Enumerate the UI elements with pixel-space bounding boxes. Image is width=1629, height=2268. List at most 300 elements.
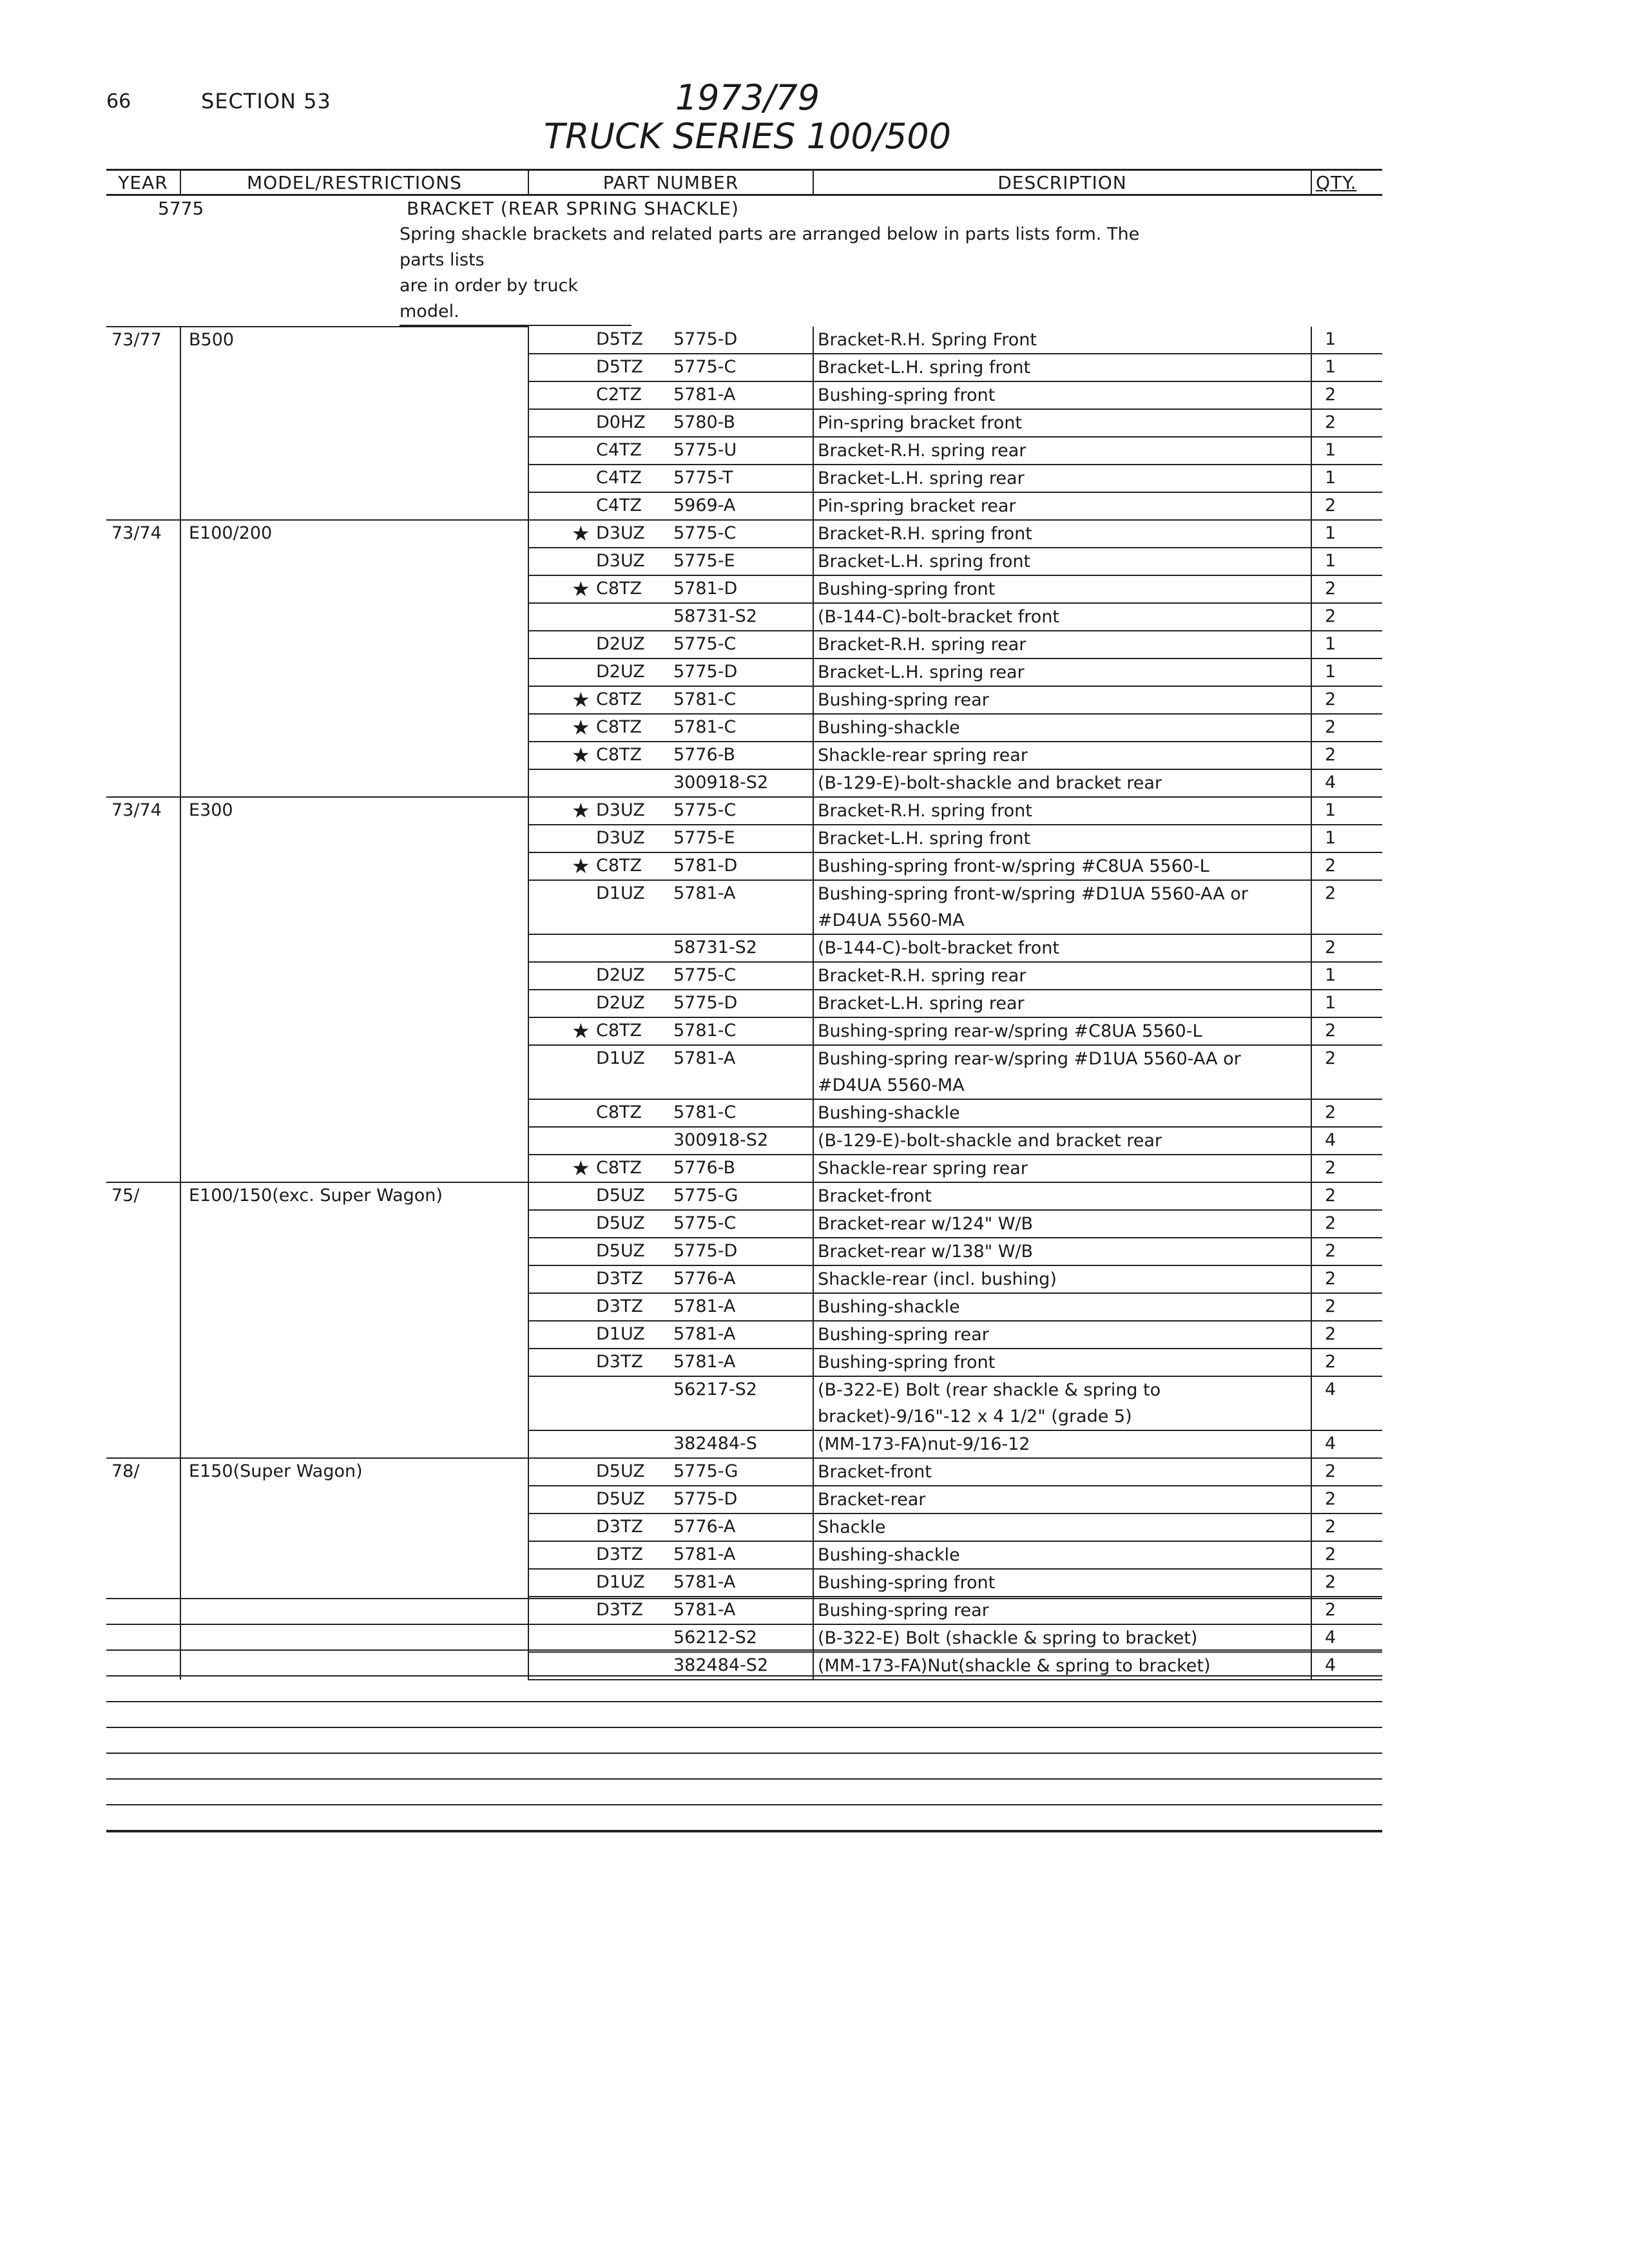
part-number-cell xyxy=(528,1430,813,1458)
table-row xyxy=(106,1514,1382,1541)
part-suffix: 5781-A xyxy=(673,1600,736,1620)
description-cell: (B-129-E)-bolt-shackle and bracket rear xyxy=(813,1127,1311,1155)
table-row xyxy=(106,381,1382,409)
part-suffix: 58731-S2 xyxy=(673,937,757,957)
part-suffix: 56212-S2 xyxy=(673,1628,757,1648)
table-row xyxy=(106,631,1382,658)
part-prefix: D0HZ xyxy=(596,412,646,432)
part-suffix: 5781-C xyxy=(673,1021,737,1041)
part-suffix: 5776-B xyxy=(673,745,736,765)
qty-cell: 1 xyxy=(1311,658,1382,686)
model-cell xyxy=(180,1376,528,1430)
qty-cell: 2 xyxy=(1311,1265,1382,1293)
part-suffix: 5775-C xyxy=(673,965,737,985)
part-number-cell xyxy=(528,825,813,852)
part-prefix: C8TZ xyxy=(596,1158,642,1178)
parts-table xyxy=(106,169,1382,1680)
model-cell xyxy=(180,437,528,465)
qty-cell: 2 xyxy=(1311,603,1382,631)
year-cell xyxy=(106,603,180,631)
qty-cell: 2 xyxy=(1311,1597,1382,1624)
part-number-cell xyxy=(528,1458,813,1486)
part-prefix: D3UZ xyxy=(596,551,645,571)
part-prefix: C4TZ xyxy=(596,468,642,488)
description-cell: Bushing-spring front-w/spring #C8UA 5560-L xyxy=(813,852,1311,880)
part-number-cell xyxy=(528,742,813,769)
model-cell xyxy=(180,1430,528,1458)
model-cell xyxy=(180,492,528,520)
description-cell: Bushing-spring rear-w/spring #C8UA 5560-L xyxy=(813,1017,1311,1045)
part-prefix: D3TZ xyxy=(596,1544,643,1564)
part-prefix: D1UZ xyxy=(596,883,645,903)
model-cell xyxy=(180,631,528,658)
qty-cell: 2 xyxy=(1311,934,1382,962)
part-suffix: 5775-C xyxy=(673,634,737,654)
qty-cell: 2 xyxy=(1311,686,1382,714)
part-suffix: 5781-C xyxy=(673,1102,737,1122)
table-row xyxy=(106,354,1382,381)
description-cell: (MM-173-FA)Nut(shackle & spring to bracket) xyxy=(813,1652,1311,1680)
part-suffix: 5781-D xyxy=(673,579,738,599)
ruled-line xyxy=(106,1675,1382,1677)
part-suffix: 5776-B xyxy=(673,1158,736,1178)
year-cell xyxy=(106,1210,180,1238)
model-cell: E150(Super Wagon) xyxy=(180,1458,528,1486)
model-cell: B500 xyxy=(180,327,528,354)
part-suffix: 5775-C xyxy=(673,357,737,377)
part-number-cell xyxy=(528,880,813,934)
qty-cell: 2 xyxy=(1311,575,1382,603)
model-cell xyxy=(180,381,528,409)
part-prefix: C8TZ xyxy=(596,717,642,737)
description-cell: Bushing-spring front xyxy=(813,1349,1311,1376)
qty-cell: 4 xyxy=(1311,1376,1382,1430)
star-icon: ★ xyxy=(572,854,590,878)
column-header-description: DESCRIPTION xyxy=(813,170,1311,195)
year-cell xyxy=(106,1514,180,1541)
part-prefix: D3TZ xyxy=(596,1269,643,1289)
part-number-cell xyxy=(528,1376,813,1430)
part-suffix: 5775-G xyxy=(673,1186,738,1206)
qty-cell: 2 xyxy=(1311,1293,1382,1321)
qty-cell: 4 xyxy=(1311,769,1382,797)
description-cell: Bracket-R.H. spring rear xyxy=(813,962,1311,990)
part-suffix: 5781-A xyxy=(673,1572,736,1592)
qty-cell: 2 xyxy=(1311,1541,1382,1569)
qty-cell: 1 xyxy=(1311,520,1382,548)
part-number-cell xyxy=(528,1321,813,1349)
part-number-cell xyxy=(528,437,813,465)
section-title: SECTION 53 xyxy=(201,89,331,113)
model-cell xyxy=(180,880,528,934)
description-cell: Bracket-R.H. spring front xyxy=(813,520,1311,548)
part-prefix: D3TZ xyxy=(596,1352,643,1372)
table-row xyxy=(106,409,1382,437)
table-row xyxy=(106,797,1382,825)
qty-cell: 2 xyxy=(1311,1155,1382,1182)
part-number-cell xyxy=(528,1182,813,1210)
part-suffix: 5781-D xyxy=(673,856,738,876)
model-cell xyxy=(180,1017,528,1045)
part-prefix: D5UZ xyxy=(596,1489,645,1509)
description-cell: Bushing-spring rear-w/spring #D1UA 5560-AA or #D4UA 5560-MA xyxy=(813,1045,1311,1099)
star-icon: ★ xyxy=(572,743,590,767)
table-row xyxy=(106,1321,1382,1349)
part-suffix: 5775-D xyxy=(673,329,738,349)
part-suffix: 56217-S2 xyxy=(673,1379,757,1399)
table-row xyxy=(106,962,1382,990)
part-prefix: D5TZ xyxy=(596,329,643,349)
part-prefix: D3TZ xyxy=(596,1517,643,1537)
part-number-cell xyxy=(528,354,813,381)
table-row xyxy=(106,1293,1382,1321)
description-cell: Bracket-L.H. spring front xyxy=(813,548,1311,575)
page-number: 66 xyxy=(106,90,131,113)
table-row xyxy=(106,990,1382,1017)
year-cell xyxy=(106,1127,180,1155)
table-row xyxy=(106,686,1382,714)
description-cell: Bushing-shackle xyxy=(813,1541,1311,1569)
description-cell: (B-322-E) Bolt (rear shackle & spring to bracket)-9/16"-12 x 4 1/2" (grade 5) xyxy=(813,1376,1311,1430)
table-row xyxy=(106,1349,1382,1376)
part-number-cell xyxy=(528,381,813,409)
model-cell xyxy=(180,1321,528,1349)
part-prefix: D1UZ xyxy=(596,1572,645,1592)
model-cell xyxy=(180,1541,528,1569)
part-prefix: C8TZ xyxy=(596,579,642,599)
qty-cell: 1 xyxy=(1311,962,1382,990)
qty-cell: 1 xyxy=(1311,465,1382,492)
table-row xyxy=(106,769,1382,797)
ruled-line xyxy=(106,1753,1382,1754)
model-cell xyxy=(180,354,528,381)
description-cell: Bushing-spring front-w/spring #D1UA 5560-AA or #D4UA 5560-MA xyxy=(813,880,1311,934)
part-prefix: C8TZ xyxy=(596,1021,642,1041)
description-cell: Bracket-L.H. spring rear xyxy=(813,990,1311,1017)
part-prefix: C4TZ xyxy=(596,495,642,515)
model-cell xyxy=(180,575,528,603)
qty-cell: 2 xyxy=(1311,742,1382,769)
year-cell xyxy=(106,409,180,437)
part-suffix: 5781-A xyxy=(673,1544,736,1564)
year-cell xyxy=(106,437,180,465)
part-number-cell xyxy=(528,548,813,575)
model-cell xyxy=(180,1238,528,1265)
model-cell xyxy=(180,742,528,769)
part-suffix: 5775-G xyxy=(673,1461,738,1481)
part-prefix: D5UZ xyxy=(596,1241,645,1261)
model-cell xyxy=(180,1265,528,1293)
qty-cell: 1 xyxy=(1311,437,1382,465)
title-series: TRUCK SERIES 100/500 xyxy=(543,116,952,157)
year-cell: 78/ xyxy=(106,1458,180,1486)
model-cell xyxy=(180,769,528,797)
table-row xyxy=(106,327,1382,354)
model-cell: E100/150(exc. Super Wagon) xyxy=(180,1182,528,1210)
part-prefix: C8TZ xyxy=(596,856,642,876)
model-cell xyxy=(180,825,528,852)
table-row xyxy=(106,825,1382,852)
part-suffix: 382484-S xyxy=(673,1434,757,1454)
part-suffix: 5781-A xyxy=(673,385,736,405)
part-suffix: 5781-A xyxy=(673,1048,736,1068)
part-number-cell xyxy=(528,575,813,603)
part-number-cell xyxy=(528,769,813,797)
qty-cell: 2 xyxy=(1311,1238,1382,1265)
part-suffix: 5775-C xyxy=(673,1213,737,1233)
table-row xyxy=(106,1541,1382,1569)
table-row xyxy=(106,658,1382,686)
intro-text xyxy=(180,222,1382,327)
part-number-cell xyxy=(528,686,813,714)
qty-cell: 2 xyxy=(1311,1321,1382,1349)
part-suffix: 5780-B xyxy=(673,412,736,432)
table-row xyxy=(106,1017,1382,1045)
qty-cell: 1 xyxy=(1311,797,1382,825)
description-cell: Bracket-R.H. Spring Front xyxy=(813,327,1311,354)
description-cell: Bracket-R.H. spring front xyxy=(813,797,1311,825)
description-cell: Shackle xyxy=(813,1514,1311,1541)
column-header-model: MODEL/RESTRICTIONS xyxy=(180,170,528,195)
description-cell: Bushing-spring rear xyxy=(813,1597,1311,1624)
year-cell xyxy=(106,1265,180,1293)
description-cell: Bracket-L.H. spring front xyxy=(813,354,1311,381)
model-cell xyxy=(180,714,528,742)
part-prefix: D5UZ xyxy=(596,1213,645,1233)
description-cell: (B-144-C)-bolt-bracket front xyxy=(813,934,1311,962)
ruled-line xyxy=(106,1624,1382,1625)
part-suffix: 5775-U xyxy=(673,440,737,460)
year-cell xyxy=(106,686,180,714)
description-cell: Bracket-front xyxy=(813,1182,1311,1210)
part-suffix: 5775-D xyxy=(673,662,738,682)
year-cell xyxy=(106,1293,180,1321)
table-row xyxy=(106,1182,1382,1210)
year-cell xyxy=(106,631,180,658)
model-cell xyxy=(180,962,528,990)
qty-cell: 1 xyxy=(1311,548,1382,575)
part-number-cell xyxy=(528,1486,813,1514)
part-suffix: 5781-C xyxy=(673,717,737,737)
part-prefix: D3UZ xyxy=(596,523,645,543)
model-cell xyxy=(180,603,528,631)
year-cell xyxy=(106,1045,180,1099)
year-cell xyxy=(106,1569,180,1597)
qty-cell: 2 xyxy=(1311,1210,1382,1238)
part-number-cell xyxy=(528,327,813,354)
qty-cell: 2 xyxy=(1311,409,1382,437)
model-cell xyxy=(180,1045,528,1099)
ruled-line xyxy=(106,1598,1382,1599)
table-header-row xyxy=(106,170,1382,195)
part-number-cell xyxy=(528,631,813,658)
part-prefix: C8TZ xyxy=(596,689,642,709)
ruled-line xyxy=(106,1778,1382,1780)
qty-cell: 1 xyxy=(1311,825,1382,852)
part-suffix: 5775-C xyxy=(673,800,737,820)
year-cell xyxy=(106,658,180,686)
year-cell xyxy=(106,575,180,603)
qty-cell: 2 xyxy=(1311,852,1382,880)
part-number-cell xyxy=(528,1045,813,1099)
star-icon: ★ xyxy=(572,1019,590,1043)
description-cell: Bracket-rear w/124" W/B xyxy=(813,1210,1311,1238)
part-number-cell xyxy=(528,934,813,962)
model-cell xyxy=(180,934,528,962)
model-cell xyxy=(180,409,528,437)
part-number-cell xyxy=(528,1569,813,1597)
description-cell: Bracket-R.H. spring rear xyxy=(813,631,1311,658)
description-cell: Bracket-rear w/138" W/B xyxy=(813,1238,1311,1265)
description-cell: Bracket-rear xyxy=(813,1486,1311,1514)
model-cell xyxy=(180,990,528,1017)
qty-cell: 4 xyxy=(1311,1624,1382,1652)
qty-cell: 2 xyxy=(1311,1349,1382,1376)
ruled-line xyxy=(106,1701,1382,1702)
model-cell xyxy=(180,1155,528,1182)
year-cell xyxy=(106,880,180,934)
intro-text-row xyxy=(106,222,1382,327)
table-row xyxy=(106,548,1382,575)
part-suffix: 5775-D xyxy=(673,1489,738,1509)
part-suffix: 5776-A xyxy=(673,1517,736,1537)
table-row xyxy=(106,1238,1382,1265)
year-cell: 73/74 xyxy=(106,520,180,548)
year-cell: 73/74 xyxy=(106,797,180,825)
star-icon: ★ xyxy=(572,798,590,823)
table-row xyxy=(106,880,1382,934)
part-suffix: 5969-A xyxy=(673,495,736,515)
qty-cell: 2 xyxy=(1311,1099,1382,1127)
model-cell xyxy=(180,1349,528,1376)
model-cell xyxy=(180,548,528,575)
description-cell: Bracket-front xyxy=(813,1458,1311,1486)
description-cell: (MM-173-FA)nut-9/16-12 xyxy=(813,1430,1311,1458)
star-icon: ★ xyxy=(572,1156,590,1180)
part-suffix: 5775-D xyxy=(673,1241,738,1261)
year-cell xyxy=(106,1486,180,1514)
table-row xyxy=(106,575,1382,603)
qty-cell: 4 xyxy=(1311,1652,1382,1680)
part-prefix: D3TZ xyxy=(596,1296,643,1316)
qty-cell: 2 xyxy=(1311,714,1382,742)
intro-code: 5775 xyxy=(158,198,204,219)
year-cell xyxy=(106,742,180,769)
part-number-cell xyxy=(528,1265,813,1293)
part-number-cell xyxy=(528,1155,813,1182)
part-suffix: 5775-E xyxy=(673,828,735,848)
column-header-qty: QTY. xyxy=(1311,170,1382,195)
qty-cell: 2 xyxy=(1311,1045,1382,1099)
part-prefix: C4TZ xyxy=(596,440,642,460)
part-suffix: 5781-A xyxy=(673,1352,736,1372)
table-row xyxy=(106,437,1382,465)
part-number-cell xyxy=(528,990,813,1017)
description-cell: Shackle-rear spring rear xyxy=(813,742,1311,769)
table-row xyxy=(106,520,1382,548)
part-number-cell xyxy=(528,465,813,492)
year-cell xyxy=(106,1155,180,1182)
year-cell xyxy=(106,1321,180,1349)
part-suffix: 5781-A xyxy=(673,1296,736,1316)
part-number-cell xyxy=(528,1514,813,1541)
qty-cell: 2 xyxy=(1311,880,1382,934)
model-cell: E100/200 xyxy=(180,520,528,548)
part-prefix: D3UZ xyxy=(596,800,645,820)
part-number-cell xyxy=(528,1210,813,1238)
part-prefix: D2UZ xyxy=(596,965,645,985)
year-cell xyxy=(106,1376,180,1430)
intro-heading: BRACKET (REAR SPRING SHACKLE) xyxy=(407,198,739,219)
year-cell xyxy=(106,1017,180,1045)
part-number-cell xyxy=(528,409,813,437)
year-cell xyxy=(106,1238,180,1265)
description-cell: Bushing-shackle xyxy=(813,1293,1311,1321)
year-cell xyxy=(106,852,180,880)
description-cell: Bracket-L.H. spring front xyxy=(813,825,1311,852)
description-cell: Bushing-spring front xyxy=(813,575,1311,603)
description-cell: Bracket-R.H. spring rear xyxy=(813,437,1311,465)
description-cell: (B-322-E) Bolt (shackle & spring to bracket) xyxy=(813,1624,1311,1652)
year-cell xyxy=(106,1541,180,1569)
year-cell xyxy=(106,465,180,492)
table-row xyxy=(106,603,1382,631)
year-cell: 75/ xyxy=(106,1182,180,1210)
model-cell: E300 xyxy=(180,797,528,825)
qty-cell: 2 xyxy=(1311,381,1382,409)
part-number-cell xyxy=(528,852,813,880)
model-cell xyxy=(180,686,528,714)
year-cell xyxy=(106,990,180,1017)
qty-cell: 1 xyxy=(1311,354,1382,381)
year-cell xyxy=(106,1349,180,1376)
part-number-cell xyxy=(528,492,813,520)
intro-row xyxy=(106,195,1382,222)
year-cell xyxy=(106,962,180,990)
year-cell xyxy=(106,381,180,409)
table-row xyxy=(106,1099,1382,1127)
year-cell xyxy=(106,825,180,852)
part-prefix: D5TZ xyxy=(596,357,643,377)
star-icon: ★ xyxy=(572,521,590,546)
table-row xyxy=(106,1376,1382,1430)
table-row xyxy=(106,1127,1382,1155)
star-icon: ★ xyxy=(572,715,590,740)
description-cell: Bushing-spring front xyxy=(813,1569,1311,1597)
qty-cell: 1 xyxy=(1311,327,1382,354)
part-number-cell xyxy=(528,714,813,742)
column-header-year: YEAR xyxy=(106,170,180,195)
part-prefix: C2TZ xyxy=(596,385,642,405)
qty-cell: 2 xyxy=(1311,1486,1382,1514)
model-cell xyxy=(180,1514,528,1541)
part-prefix: D5UZ xyxy=(596,1461,645,1481)
qty-cell: 2 xyxy=(1311,1458,1382,1486)
part-suffix: 300918-S2 xyxy=(673,1130,769,1150)
intro-text-line-1: Spring shackle brackets and related parts are arranged below in parts lists form. The parts lists xyxy=(400,224,1140,270)
part-number-cell xyxy=(528,1099,813,1127)
qty-cell: 2 xyxy=(1311,1514,1382,1541)
part-number-cell xyxy=(528,603,813,631)
description-cell: (B-129-E)-bolt-shackle and bracket rear xyxy=(813,769,1311,797)
ruled-line xyxy=(106,1830,1382,1832)
model-cell xyxy=(180,1099,528,1127)
part-suffix: 5775-T xyxy=(673,468,733,488)
model-cell xyxy=(180,658,528,686)
year-cell xyxy=(106,354,180,381)
part-number-cell xyxy=(528,1541,813,1569)
description-cell: Bracket-L.H. spring rear xyxy=(813,465,1311,492)
